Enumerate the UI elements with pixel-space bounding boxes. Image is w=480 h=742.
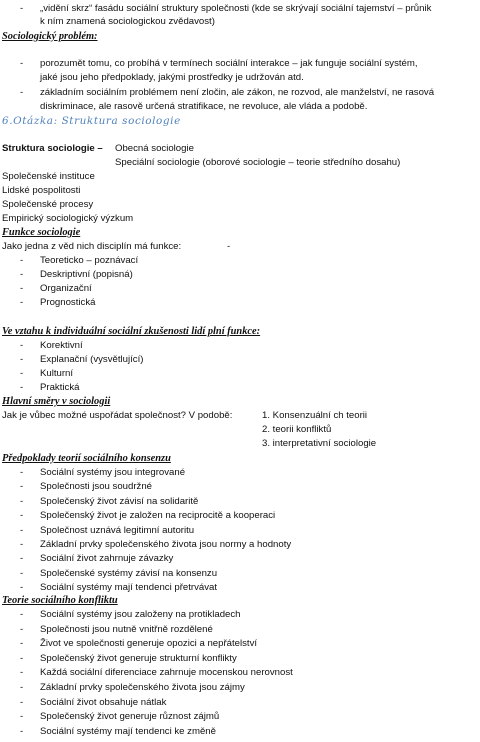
list-dash: - — [20, 354, 24, 365]
list-item: Společenský život generuje různost zájmů — [40, 711, 220, 723]
list-dash: - — [20, 297, 24, 308]
funkce-intro: Jako jedna z věd nich disciplín má funkce: — [2, 241, 182, 252]
list-item: „vidění skrz“ fasádu sociální struktury společnosti (kde se skrývají sociální tajemství – průnik — [40, 3, 432, 14]
list-dash: - — [20, 255, 24, 266]
list-item: Explanační (vysvětlující) — [40, 354, 144, 365]
list-dash: - — [20, 553, 24, 565]
list-dash: - — [20, 382, 24, 393]
list-dash: - — [20, 696, 24, 708]
list-item: Kulturní — [40, 368, 74, 379]
struktura-line: Lidské pospolitosti — [2, 185, 81, 196]
funkce-intro-dash: - — [227, 241, 231, 252]
list-dash: - — [20, 269, 24, 280]
list-dash: - — [20, 510, 24, 522]
list-item: Teoreticko – poznávací — [40, 255, 139, 266]
list-dash: - — [20, 340, 24, 351]
list-item: Společenský život je založen na reciprocitě a kooperaci — [40, 510, 276, 522]
list-item: Prognostická — [40, 297, 96, 308]
list-item: Deskriptivní (popisná) — [40, 269, 133, 280]
list-item: Sociální systémy mají tendenci přetrvávat — [40, 582, 218, 594]
list-item: Společnosti jsou nutně vnitřně rozdělené — [40, 623, 213, 635]
section-heading-sociologicky-problem: Sociologický problém: — [2, 31, 98, 42]
list-dash: - — [20, 582, 24, 594]
smery-item: 1. Konsenzuální ch teorii — [262, 410, 368, 421]
section-heading-konflikt: Teorie sociálního konfliktu — [2, 595, 118, 606]
list-item: Společenské systémy závisí na konsenzu — [40, 567, 218, 579]
list-item: Společnost uznává legitimní autoritu — [40, 524, 195, 536]
struktura-specialni: Speciální sociologie (oborové sociologie – teorie středního dosahu) — [115, 157, 401, 168]
smery-intro: Jak je vůbec možné uspořádat společnost? V podobě: — [2, 410, 233, 421]
list-dash: - — [20, 711, 24, 723]
smery-item: 2. teorii konfliktů — [262, 424, 332, 435]
list-item: Korektivní — [40, 340, 83, 351]
list-dash: - — [20, 495, 24, 507]
list-item: Organizační — [40, 283, 92, 294]
list-dash: - — [20, 609, 24, 620]
list-item-continuation: jaké jsou jeho předpoklady, jakými prostředky je udržován atd. — [40, 72, 304, 83]
list-dash: - — [20, 87, 24, 98]
list-item: Základní prvky společenského života jsou zájmy — [40, 682, 245, 693]
list-item-continuation: diskriminace, ale rasově určená stratifikace, ne revoluce, ale vláda a podobě. — [40, 101, 368, 112]
list-dash: - — [20, 481, 24, 493]
list-dash: - — [20, 368, 24, 379]
list-dash: - — [20, 3, 24, 14]
list-dash: - — [20, 567, 24, 579]
list-dash: - — [20, 539, 24, 550]
list-dash: - — [20, 623, 24, 635]
question-heading: 6.Otázka: Struktura sociologie — [2, 115, 181, 127]
list-item: Sociální systémy mají tendenci ke změně — [40, 725, 216, 737]
list-item: Sociální systémy jsou založeny na protikladech — [40, 609, 241, 620]
list-dash: - — [20, 58, 24, 69]
list-item: Společnosti jsou soudržné — [40, 481, 152, 493]
struktura-line: Společenské procesy — [2, 199, 94, 210]
list-item: Společenský život generuje strukturní konflikty — [40, 652, 237, 664]
list-item: Základní prvky společenského života jsou normy a hodnoty — [40, 539, 292, 550]
struktura-line: Společenské instituce — [2, 171, 95, 182]
list-dash: - — [20, 283, 24, 294]
list-item: Sociální systémy jsou integrované — [40, 467, 186, 478]
list-dash: - — [20, 652, 24, 664]
list-item: Každá sociální diferenciace zahrnuje mocenskou nerovnost — [40, 667, 293, 679]
section-heading-smery: Hlavní směry v sociologii — [2, 396, 111, 407]
list-item-continuation: k ním znamená sociologickou zvědavost) — [40, 16, 215, 27]
list-item: Sociální život zahrnuje závazky — [40, 553, 174, 565]
list-dash: - — [20, 467, 24, 478]
list-item: porozumět tomu, co probíhá v termínech sociální interakce – jak funguje sociální systém, — [40, 58, 418, 69]
list-dash: - — [20, 667, 24, 679]
struktura-obecna: Obecná sociologie — [115, 143, 194, 154]
list-item: Společenský život závisí na solidaritě — [40, 495, 199, 507]
list-dash: - — [20, 524, 24, 536]
list-item: Sociální život obsahuje nátlak — [40, 696, 167, 708]
struktura-line: Empirický sociologický výzkum — [2, 213, 134, 224]
list-dash: - — [20, 725, 24, 737]
list-dash: - — [20, 638, 24, 650]
struktura-label: Struktura sociologie – — [2, 143, 103, 154]
list-item: základním sociálním problémem není zločin, ale zákon, ne rozvod, ale manželství, ne rasová — [40, 87, 435, 98]
list-dash: - — [20, 682, 24, 693]
section-heading-funkce: Funkce sociologie — [2, 227, 81, 238]
section-heading-konsenzus: Předpoklady teorií sociálního konsenzu — [2, 453, 171, 464]
smery-item: 3. interpretativní sociologie — [262, 438, 377, 449]
list-item: Praktická — [40, 382, 80, 393]
list-item: Život ve společnosti generuje opozici a nepřátelství — [40, 638, 258, 650]
section-heading-vztah: Ve vztahu k individuální sociální zkušenosti lidí plní funkce: — [2, 326, 261, 337]
